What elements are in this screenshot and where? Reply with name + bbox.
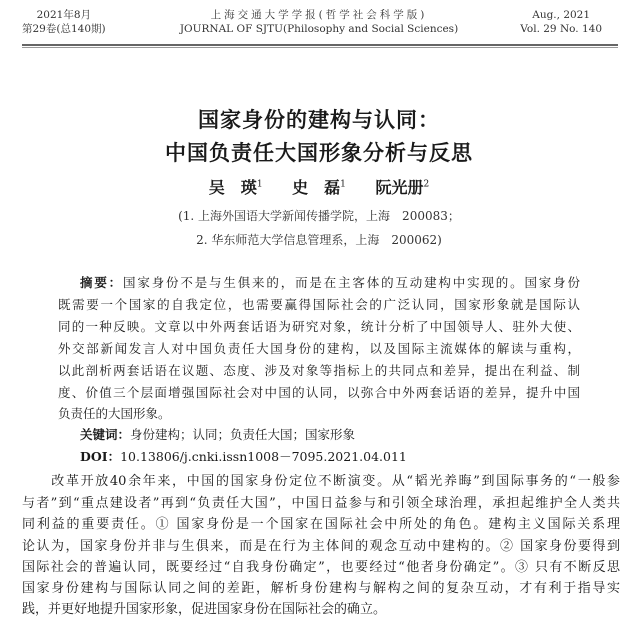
- title-line-1: 国家身份的建构与认同：: [198, 108, 440, 132]
- journal-name-en: JOURNAL OF SJTU(Philosophy and Social Sciences): [179, 23, 459, 35]
- abstract-line: 外交部新闻发言人对中国负责任大国身份的建构，以及国际主流媒体的解读与重构，: [58, 341, 580, 356]
- keywords: [80, 426, 580, 444]
- volume-en: Vol. 29 No. 140: [520, 23, 602, 35]
- body-line: 改革开放40余年来，中国的国家身份定位不断演变。从“韬光养晦”到国际事务的“一般参: [22, 474, 620, 489]
- affiliation-1: (1. 上海外国语大学新闻传播学院，上海 200083；: [178, 209, 460, 223]
- keywords-value: 身份建构；认同；负责任大国；国家形象: [130, 427, 356, 442]
- abstract-line: 负责任的大国形象。: [58, 406, 171, 421]
- date-en: Aug., 2021: [532, 9, 591, 21]
- authors: [0, 175, 638, 198]
- issue-date-en: [520, 8, 602, 36]
- doi-value: 10.13806/j.cnki.issn1008－7095.2021.04.011: [120, 449, 407, 464]
- date-cn: 2021年8月: [36, 9, 91, 21]
- doi: [80, 448, 580, 466]
- body-line: 国家身份建构与国际认同之间的差距，解析身份建构与解构之间的复杂互动，才有利于指导实: [22, 581, 620, 596]
- abstract-label: 摘要：: [80, 275, 124, 290]
- author: 吴 瑛$^1$: [208, 178, 263, 197]
- title-line-2: 中国负责任大国形象分析与反思: [165, 141, 473, 165]
- abstract-line: 度、价值三个层面增强国际社会对中国的认同，以弥合中外两套话语的差异，提升中国: [58, 385, 580, 400]
- body-line: 同利益的重要责任。① 国家身份是一个国家在国际社会中所处的角色。建构主义国际关系理: [22, 517, 620, 532]
- header-rule-thin: [22, 47, 618, 48]
- journal-name-cn: 上海交通大学学报(哲学社会科学版): [210, 9, 428, 21]
- doi-label: DOI：: [80, 449, 121, 464]
- keywords-label: 关键词：: [80, 427, 131, 442]
- volume-cn: 第29卷(总140期): [22, 23, 106, 35]
- abstract-line: 以此剖析两套话语在议题、态度、涉及对象等指标上的共同点和差异，提出在利益、制: [58, 363, 580, 378]
- author: 史 磊$^1$: [292, 178, 346, 197]
- abstract-line: 摘要：国家身份不是与生俱来的，而是在主客体的互动建构中实现的。国家身份: [80, 275, 580, 290]
- body-line: 论认为，国家身份并非与生俱来，而是在行为主体间的观念互动中建构的。② 国家身份要得到: [22, 539, 620, 554]
- body-line: 与者”到“重点建设者”再到“负责任大国”，中国日益参与和引领全球治理，承担起维护全人类共: [22, 496, 620, 511]
- abstract-line: 既需要一个国家的自我定位，也需要赢得国际社会的广泛认同，国家形象就是国际认: [58, 297, 580, 312]
- body-line: 国际社会的普遍认同，既要经过“自我身份确定”，也要经过“他者身份确定”。③ 只有不断反思: [22, 560, 620, 575]
- body-line: 践，并更好地提升国家形象，促进国家身份在国际社会的确立。: [22, 602, 387, 617]
- abstract-line: 同的一种反映。文章以中外两套话语为研究对象，统计分析了中国领导人、驻外大使、: [58, 319, 580, 334]
- author: 阮光册$^2$: [375, 178, 430, 197]
- affiliation-2: 2. 华东师范大学信息管理系，上海 200062): [196, 233, 442, 247]
- header-rule: [22, 44, 618, 46]
